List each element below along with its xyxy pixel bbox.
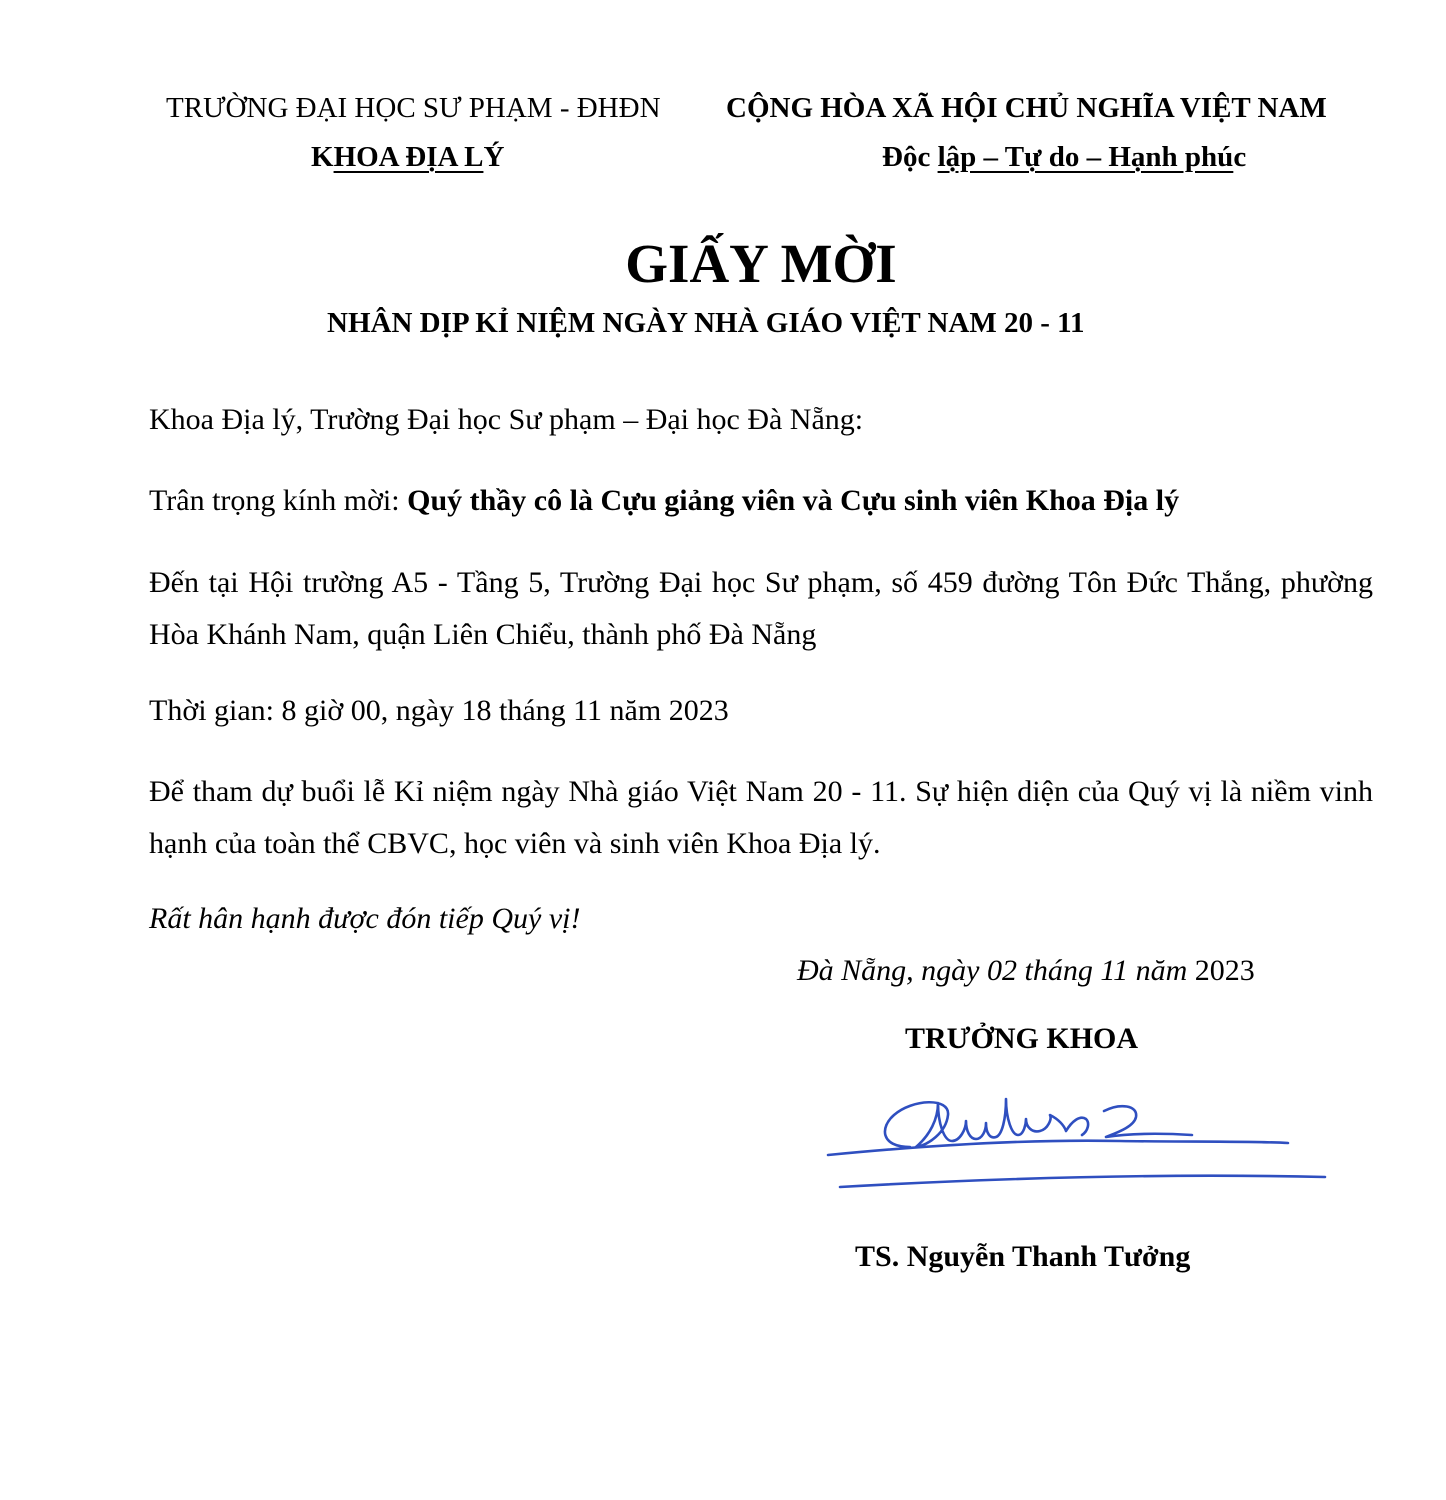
sender-line: Khoa Địa lý, Trường Đại học Sư phạm – Đại học Đà Nẵng: [149,403,864,436]
motto-part-3: c [1233,141,1247,173]
signature-stroke-base [828,1141,1288,1155]
signature-stroke-underline [840,1176,1325,1187]
faculty-name-part-1: K [311,141,334,173]
venue-paragraph: Đến tại Hội trường A5 - Tầng 5, Trường Đại học Sư phạm, số 459 đường Tôn Đức Thắng, phường Hòa Khánh Nam, quận Liên Chiểu, thành phố Đà Nẵng [149,566,1373,651]
motto-part-2: lập – Tự do – Hạnh phú [937,141,1234,173]
handwritten-signature-icon [820,1075,1340,1200]
place-date-year: 2023 [1194,954,1255,987]
motto-part-1: Độc [882,141,938,173]
place-date-text: Đà Nẵng, ngày 02 tháng 11 năm [797,954,1195,987]
invite-guests: Quý thầy cô là Cựu giảng viên và Cựu sinh viên Khoa Địa lý [407,484,1180,517]
faculty-name [311,141,504,174]
signature-stroke-tail [1104,1106,1192,1137]
national-title: CỘNG HÒA XÃ HỘI CHỦ NGHĨA VIỆT NAM [726,92,1327,124]
invite-prefix: Trân trọng kính mời: [149,484,408,517]
faculty-name-part-2: HOA ĐỊA L [333,141,484,173]
invite-line [149,484,1179,518]
faculty-name-part-3: Ý [483,141,505,173]
national-motto [882,141,1246,174]
purpose-paragraph: Để tham dự buổi lễ Kỉ niệm ngày Nhà giáo Việt Nam 20 - 11. Sự hiện diện của Quý vị là niềm vinh hạnh của toàn thể CBVC, học viên và sinh viên Khoa Địa lý. [149,775,1373,860]
time-line: Thời gian: 8 giờ 00, ngày 18 tháng 11 năm 2023 [149,694,729,727]
place-date [797,954,1255,988]
signer-name: TS. Nguyễn Thanh Tưởng [855,1240,1191,1273]
signer-position: TRƯỞNG KHOA [905,1022,1139,1055]
document-subtitle: NHÂN DỊP KỈ NIỆM NGÀY NHÀ GIÁO VIỆT NAM 20 - 11 [327,307,1085,339]
closing-line: Rất hân hạnh được đón tiếp Quý vị! [149,902,581,935]
school-name: TRƯỜNG ĐẠI HỌC SƯ PHẠM - ĐHĐN [166,92,661,124]
document-title: GIẤY MỜI [625,233,897,294]
